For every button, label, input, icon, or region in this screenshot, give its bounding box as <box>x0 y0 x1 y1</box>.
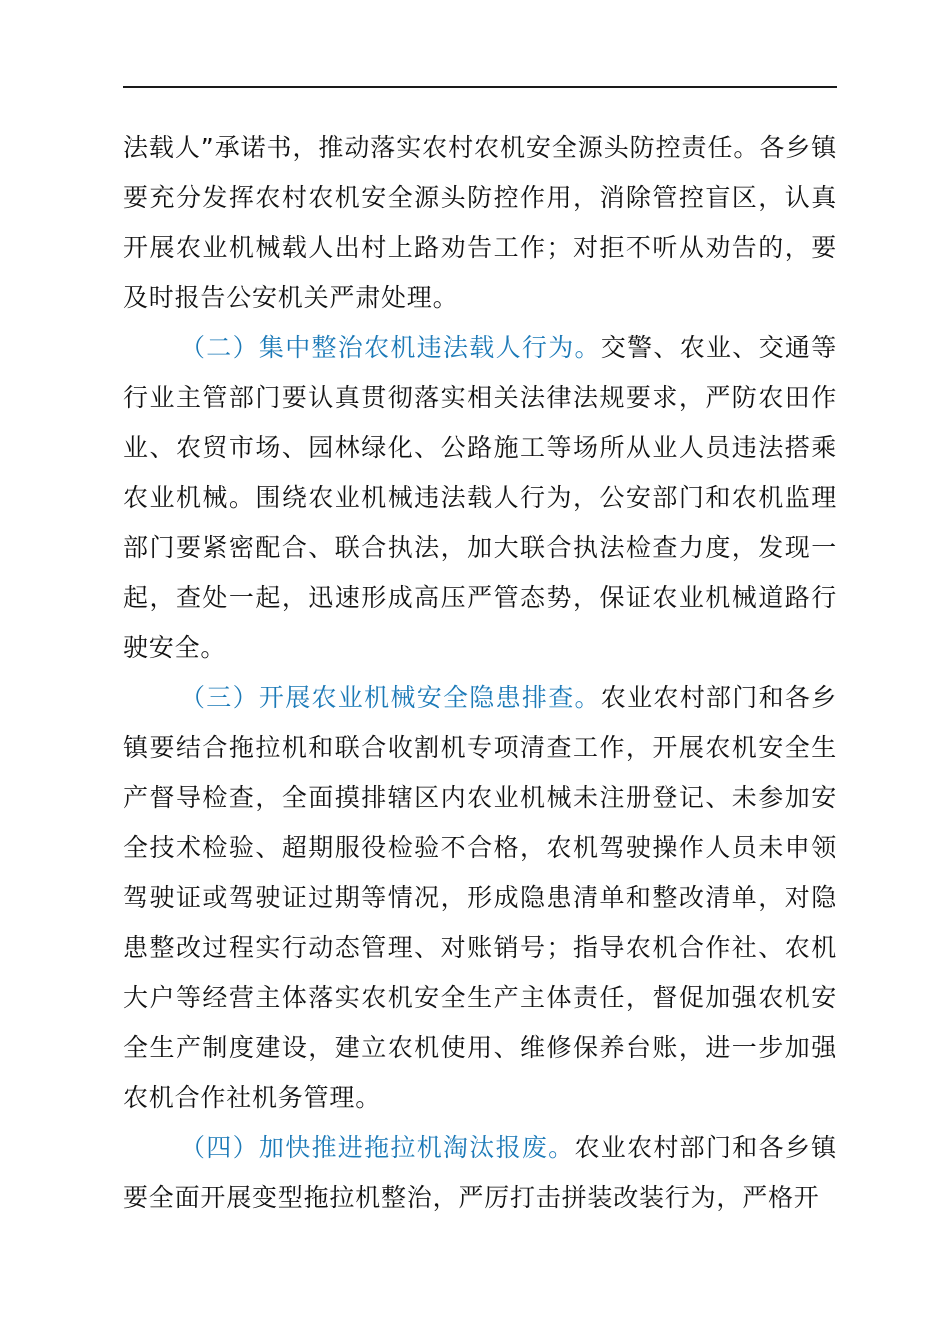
paragraph-2 <box>123 323 837 673</box>
section-heading-3: （三）开展农业机械安全隐患排查。 <box>180 683 601 712</box>
paragraph-1 <box>123 123 837 323</box>
section-heading-2: （二）集中整治农机违法载人行为。 <box>180 333 601 362</box>
section-heading-4: （四）加快推进拖拉机淘汰报废。 <box>180 1133 575 1162</box>
paragraph-1-text: 法载人”承诺书，推动落实农村农机安全源头防控责任。各乡镇要充分发挥农村农机安全源头防控作用，消除管控盲区，认真开展农业机械载人出村上路劝告工作；对拒不听从劝告的，要及时报告公安机关严肃处理。 <box>123 133 837 312</box>
paragraph-3 <box>123 673 837 1123</box>
document-body <box>123 123 837 1223</box>
paragraph-3-text: 农业农村部门和各乡镇要结合拖拉机和联合收割机专项清查工作，开展农机安全生产督导检查，全面摸排辖区内农业机械未注册登记、未参加安全技术检验、超期服役检验不合格，农机驾驶操作人员未申领驾驶证或驾驶证过期等情况，形成隐患清单和整改清单，对隐患整改过程实行动态管理、对账销号；指导农机合作社、农机大户等经营主体落实农机安全生产主体责任，督促加强农机安全生产制度建设，建立农机使用、维修保养台账，进一步加强农机合作社机务管理。 <box>123 683 837 1112</box>
header-rule <box>123 86 837 88</box>
paragraph-2-text: 交警、农业、交通等行业主管部门要认真贯彻落实相关法律法规要求，严防农田作业、农贸市场、园林绿化、公路施工等场所从业人员违法搭乘农业机械。围绕农业机械违法载人行为，公安部门和农机监理部门要紧密配合、联合执法，加大联合执法检查力度，发现一起，查处一起，迅速形成高压严管态势，保证农业机械道路行驶安全。 <box>123 333 837 662</box>
paragraph-4 <box>123 1123 837 1223</box>
paragraph-4-text: 农业农村部门和各乡镇要全面开展变型拖拉机整治，严厉打击拼装改装行为，严格开 <box>123 1133 837 1212</box>
